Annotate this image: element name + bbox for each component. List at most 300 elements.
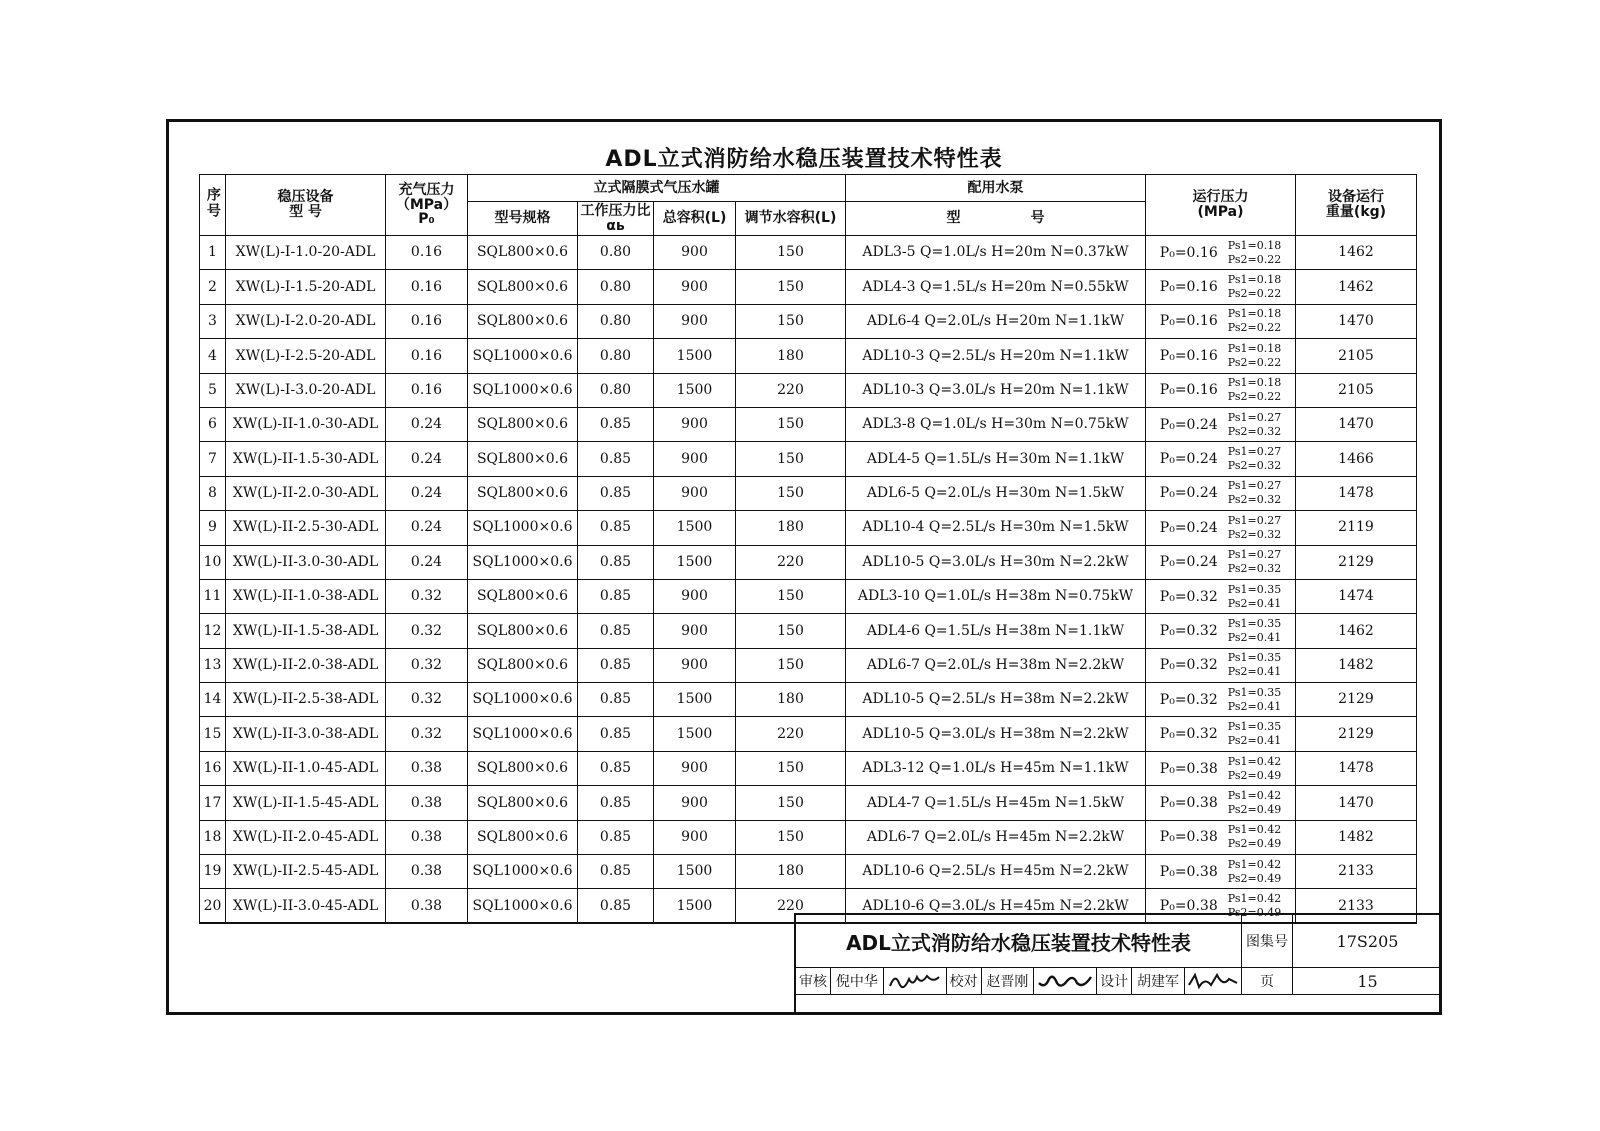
run-pressure-ps bbox=[1228, 858, 1281, 886]
run-pressure-ps2-label: Ps2 bbox=[1227, 596, 1248, 610]
run-pressure-ps1-label: Ps1 bbox=[1227, 616, 1248, 630]
cell-work-ratio: 0.80 bbox=[578, 270, 654, 304]
run-pressure-ps2-value: =0.22 bbox=[1247, 321, 1282, 335]
page-number: 15 bbox=[1293, 968, 1442, 995]
cell-adjust-volume: 150 bbox=[736, 236, 846, 270]
run-pressure-ps1-value: =0.35 bbox=[1247, 651, 1282, 665]
page-title: ADL立式消防给水稳压装置技术特性表 bbox=[605, 147, 1003, 172]
cell-run-pressure bbox=[1146, 751, 1296, 785]
cell-tank-spec: SQL800×0.6 bbox=[468, 648, 578, 682]
cell-seq: 15 bbox=[200, 717, 226, 751]
header-tank-spec: 型号规格 bbox=[468, 202, 578, 236]
cell-tank-spec: SQL1000×0.6 bbox=[468, 855, 578, 889]
run-pressure-ps1 bbox=[1228, 686, 1281, 700]
header-work-ratio: 工作压力比 αь bbox=[578, 202, 654, 236]
run-pressure-ps1 bbox=[1228, 273, 1281, 287]
run-pressure-ps2-value: =0.41 bbox=[1247, 630, 1282, 644]
review-signature bbox=[884, 968, 947, 994]
run-pressure-ps2-label: Ps2 bbox=[1227, 768, 1248, 782]
table-row bbox=[200, 820, 1417, 854]
cell-seq: 17 bbox=[200, 786, 226, 820]
run-pressure-ps1 bbox=[1228, 755, 1281, 769]
run-pressure-ps2 bbox=[1228, 390, 1281, 404]
run-pressure-ps1-value: =0.42 bbox=[1247, 857, 1282, 871]
run-pressure-ps2-label: Ps2 bbox=[1227, 871, 1248, 885]
run-pressure-ps1-label: Ps1 bbox=[1227, 376, 1248, 390]
cell-tank-spec: SQL1000×0.6 bbox=[468, 545, 578, 579]
run-pressure-ps2 bbox=[1228, 562, 1281, 576]
cell-weight: 2133 bbox=[1296, 855, 1417, 889]
table-body bbox=[200, 236, 1417, 924]
header-charge-pressure: 充气压力 （MPa） P₀ bbox=[386, 175, 468, 236]
cell-run-pressure bbox=[1146, 304, 1296, 338]
cell-tank-spec: SQL1000×0.6 bbox=[468, 889, 578, 923]
cell-weight: 1470 bbox=[1296, 304, 1417, 338]
cell-seq: 1 bbox=[200, 236, 226, 270]
cell-work-ratio: 0.80 bbox=[578, 373, 654, 407]
cell-weight: 1462 bbox=[1296, 614, 1417, 648]
cell-total-volume: 900 bbox=[654, 614, 736, 648]
run-pressure-p0: P₀=0.32 bbox=[1159, 657, 1218, 674]
cell-weight: 1478 bbox=[1296, 476, 1417, 510]
run-pressure-p0: P₀=0.16 bbox=[1159, 244, 1218, 261]
run-pressure-ps2 bbox=[1228, 803, 1281, 817]
table-row bbox=[200, 648, 1417, 682]
run-pressure-ps bbox=[1228, 514, 1281, 542]
run-pressure-ps1-value: =0.35 bbox=[1247, 582, 1282, 596]
run-pressure-ps1-value: =0.18 bbox=[1247, 341, 1282, 355]
cell-run-pressure bbox=[1146, 579, 1296, 613]
cell-total-volume: 900 bbox=[654, 236, 736, 270]
run-pressure-ps1-label: Ps1 bbox=[1227, 857, 1248, 871]
cell-device-model: XW(L)-II-1.0-45-ADL bbox=[226, 751, 386, 785]
cell-weight: 1466 bbox=[1296, 442, 1417, 476]
table-row bbox=[200, 717, 1417, 751]
table-row bbox=[200, 579, 1417, 613]
cell-tank-spec: SQL1000×0.6 bbox=[468, 373, 578, 407]
cell-tank-spec: SQL800×0.6 bbox=[468, 786, 578, 820]
cell-work-ratio: 0.80 bbox=[578, 236, 654, 270]
header-pump-group: 配用水泵 bbox=[846, 175, 1146, 202]
cell-weight: 1470 bbox=[1296, 786, 1417, 820]
cell-work-ratio: 0.85 bbox=[578, 511, 654, 545]
run-pressure-ps bbox=[1228, 755, 1281, 783]
cell-adjust-volume: 180 bbox=[736, 683, 846, 717]
cell-tank-spec: SQL1000×0.6 bbox=[468, 683, 578, 717]
run-pressure-ps2 bbox=[1228, 253, 1281, 267]
table-row bbox=[200, 786, 1417, 820]
cell-pump-model: ADL10-5 Q=2.5L/s H=38m N=2.2kW bbox=[846, 683, 1146, 717]
cell-seq: 11 bbox=[200, 579, 226, 613]
cell-adjust-volume: 150 bbox=[736, 579, 846, 613]
table-row bbox=[200, 511, 1417, 545]
cell-pump-model: ADL4-6 Q=1.5L/s H=38m N=1.1kW bbox=[846, 614, 1146, 648]
cell-pump-model: ADL6-7 Q=2.0L/s H=38m N=2.2kW bbox=[846, 648, 1146, 682]
cell-device-model: XW(L)-II-3.0-30-ADL bbox=[226, 545, 386, 579]
signature-row bbox=[796, 968, 1242, 995]
header-weight: 设备运行 重量(kg) bbox=[1296, 175, 1417, 236]
cell-tank-spec: SQL800×0.6 bbox=[468, 236, 578, 270]
cell-tank-spec: SQL800×0.6 bbox=[468, 270, 578, 304]
cell-total-volume: 900 bbox=[654, 476, 736, 510]
cell-pump-model: ADL10-3 Q=2.5L/s H=20m N=1.1kW bbox=[846, 339, 1146, 373]
run-pressure-ps bbox=[1228, 273, 1281, 301]
run-pressure-ps2-label: Ps2 bbox=[1227, 321, 1248, 335]
run-pressure-ps2-label: Ps2 bbox=[1227, 493, 1248, 507]
drawing-sheet bbox=[166, 119, 1442, 1015]
run-pressure-ps2-label: Ps2 bbox=[1227, 699, 1248, 713]
cell-weight: 1482 bbox=[1296, 820, 1417, 854]
run-pressure-ps1-label: Ps1 bbox=[1227, 307, 1248, 321]
cell-device-model: XW(L)-I-3.0-20-ADL bbox=[226, 373, 386, 407]
table-row bbox=[200, 614, 1417, 648]
run-pressure-ps2-value: =0.49 bbox=[1247, 905, 1282, 919]
cell-adjust-volume: 180 bbox=[736, 855, 846, 889]
atlas-label: 图集号 bbox=[1242, 915, 1293, 968]
cell-seq: 20 bbox=[200, 889, 226, 923]
run-pressure-ps1-value: =0.27 bbox=[1247, 410, 1282, 424]
cell-adjust-volume: 150 bbox=[736, 648, 846, 682]
run-pressure-ps1 bbox=[1228, 858, 1281, 872]
cell-weight: 1470 bbox=[1296, 407, 1417, 441]
cell-device-model: XW(L)-II-1.5-38-ADL bbox=[226, 614, 386, 648]
cell-run-pressure bbox=[1146, 511, 1296, 545]
run-pressure-ps2-label: Ps2 bbox=[1227, 252, 1248, 266]
cell-run-pressure bbox=[1146, 270, 1296, 304]
run-pressure-ps2-value: =0.22 bbox=[1247, 287, 1282, 301]
run-pressure-ps1-label: Ps1 bbox=[1227, 720, 1248, 734]
cell-charge-pressure: 0.38 bbox=[386, 786, 468, 820]
run-pressure-ps2 bbox=[1228, 493, 1281, 507]
cell-total-volume: 1500 bbox=[654, 373, 736, 407]
run-pressure-ps1-value: =0.27 bbox=[1247, 479, 1282, 493]
cell-seq: 5 bbox=[200, 373, 226, 407]
cell-device-model: XW(L)-II-1.5-30-ADL bbox=[226, 442, 386, 476]
cell-total-volume: 900 bbox=[654, 751, 736, 785]
run-pressure-ps2-value: =0.32 bbox=[1247, 562, 1282, 576]
cell-tank-spec: SQL1000×0.6 bbox=[468, 339, 578, 373]
run-pressure-ps2-label: Ps2 bbox=[1227, 734, 1248, 748]
run-pressure-ps2-label: Ps2 bbox=[1227, 802, 1248, 816]
cell-weight: 1462 bbox=[1296, 236, 1417, 270]
cell-pump-model: ADL10-5 Q=3.0L/s H=30m N=2.2kW bbox=[846, 545, 1146, 579]
cell-seq: 4 bbox=[200, 339, 226, 373]
run-pressure-p0: P₀=0.16 bbox=[1159, 382, 1218, 399]
cell-device-model: XW(L)-II-3.0-38-ADL bbox=[226, 717, 386, 751]
cell-adjust-volume: 150 bbox=[736, 614, 846, 648]
run-pressure-ps1-label: Ps1 bbox=[1227, 754, 1248, 768]
cell-device-model: XW(L)-I-1.5-20-ADL bbox=[226, 270, 386, 304]
cell-seq: 19 bbox=[200, 855, 226, 889]
cell-run-pressure bbox=[1146, 614, 1296, 648]
table-row bbox=[200, 339, 1417, 373]
cell-weight: 1482 bbox=[1296, 648, 1417, 682]
run-pressure-ps1 bbox=[1228, 239, 1281, 253]
run-pressure-ps2 bbox=[1228, 631, 1281, 645]
run-pressure-ps2-label: Ps2 bbox=[1227, 390, 1248, 404]
cell-charge-pressure: 0.24 bbox=[386, 511, 468, 545]
run-pressure-ps2-value: =0.32 bbox=[1247, 527, 1282, 541]
cell-seq: 18 bbox=[200, 820, 226, 854]
run-pressure-p0: P₀=0.16 bbox=[1159, 279, 1218, 296]
cell-charge-pressure: 0.32 bbox=[386, 717, 468, 751]
run-pressure-p0: P₀=0.38 bbox=[1159, 794, 1218, 811]
cell-tank-spec: SQL800×0.6 bbox=[468, 614, 578, 648]
cell-work-ratio: 0.80 bbox=[578, 304, 654, 338]
run-pressure-ps1 bbox=[1228, 617, 1281, 631]
cell-device-model: XW(L)-II-1.0-38-ADL bbox=[226, 579, 386, 613]
run-pressure-ps2-value: =0.49 bbox=[1247, 802, 1282, 816]
run-pressure-p0: P₀=0.16 bbox=[1159, 347, 1218, 364]
cell-run-pressure bbox=[1146, 717, 1296, 751]
cell-device-model: XW(L)-II-1.0-30-ADL bbox=[226, 407, 386, 441]
cell-device-model: XW(L)-II-2.5-38-ADL bbox=[226, 683, 386, 717]
run-pressure-ps1-value: =0.35 bbox=[1247, 616, 1282, 630]
run-pressure-p0: P₀=0.24 bbox=[1159, 451, 1218, 468]
cell-weight: 1478 bbox=[1296, 751, 1417, 785]
run-pressure-ps1-label: Ps1 bbox=[1227, 823, 1248, 837]
run-pressure-ps2 bbox=[1228, 769, 1281, 783]
cell-run-pressure bbox=[1146, 407, 1296, 441]
cell-device-model: XW(L)-II-2.5-30-ADL bbox=[226, 511, 386, 545]
design-name: 胡建军 bbox=[1132, 968, 1185, 994]
cell-tank-spec: SQL1000×0.6 bbox=[468, 717, 578, 751]
run-pressure-ps1-value: =0.18 bbox=[1247, 376, 1282, 390]
cell-adjust-volume: 220 bbox=[736, 889, 846, 923]
run-pressure-p0: P₀=0.32 bbox=[1159, 726, 1218, 743]
run-pressure-p0: P₀=0.32 bbox=[1159, 622, 1218, 639]
run-pressure-ps1 bbox=[1228, 445, 1281, 459]
cell-total-volume: 1500 bbox=[654, 545, 736, 579]
cell-work-ratio: 0.85 bbox=[578, 820, 654, 854]
cell-charge-pressure: 0.38 bbox=[386, 820, 468, 854]
atlas-number: 17S205 bbox=[1293, 915, 1442, 968]
run-pressure-ps1 bbox=[1228, 479, 1281, 493]
table-row bbox=[200, 683, 1417, 717]
cell-seq: 16 bbox=[200, 751, 226, 785]
cell-pump-model: ADL6-7 Q=2.0L/s H=45m N=2.2kW bbox=[846, 820, 1146, 854]
run-pressure-ps2-value: =0.49 bbox=[1247, 837, 1282, 851]
table-row bbox=[200, 545, 1417, 579]
cell-adjust-volume: 150 bbox=[736, 476, 846, 510]
cell-weight: 1462 bbox=[1296, 270, 1417, 304]
cell-seq: 10 bbox=[200, 545, 226, 579]
cell-pump-model: ADL10-5 Q=3.0L/s H=38m N=2.2kW bbox=[846, 717, 1146, 751]
run-pressure-ps1 bbox=[1228, 789, 1281, 803]
run-pressure-ps1-value: =0.35 bbox=[1247, 685, 1282, 699]
cell-work-ratio: 0.85 bbox=[578, 648, 654, 682]
run-pressure-p0: P₀=0.32 bbox=[1159, 691, 1218, 708]
cell-seq: 3 bbox=[200, 304, 226, 338]
run-pressure-ps2 bbox=[1228, 528, 1281, 542]
cell-device-model: XW(L)-II-2.0-30-ADL bbox=[226, 476, 386, 510]
cell-seq: 13 bbox=[200, 648, 226, 682]
run-pressure-ps2 bbox=[1228, 665, 1281, 679]
run-pressure-ps bbox=[1228, 720, 1281, 748]
header-total-volume: 总容积(L) bbox=[654, 202, 736, 236]
review-label: 审核 bbox=[796, 968, 831, 994]
cell-run-pressure bbox=[1146, 545, 1296, 579]
run-pressure-ps2 bbox=[1228, 425, 1281, 439]
run-pressure-ps2-value: =0.41 bbox=[1247, 596, 1282, 610]
cell-weight: 2133 bbox=[1296, 889, 1417, 923]
run-pressure-p0: P₀=0.38 bbox=[1159, 897, 1218, 914]
run-pressure-ps1 bbox=[1228, 823, 1281, 837]
design-signature bbox=[1185, 968, 1241, 994]
cell-device-model: XW(L)-II-1.5-45-ADL bbox=[226, 786, 386, 820]
run-pressure-ps1-value: =0.18 bbox=[1247, 238, 1282, 252]
cell-pump-model: ADL10-4 Q=2.5L/s H=30m N=1.5kW bbox=[846, 511, 1146, 545]
table-row bbox=[200, 304, 1417, 338]
table-row bbox=[200, 373, 1417, 407]
run-pressure-ps1-value: =0.27 bbox=[1247, 548, 1282, 562]
cell-tank-spec: SQL1000×0.6 bbox=[468, 511, 578, 545]
table-row bbox=[200, 855, 1417, 889]
run-pressure-ps bbox=[1228, 479, 1281, 507]
cell-total-volume: 900 bbox=[654, 648, 736, 682]
run-pressure-p0: P₀=0.24 bbox=[1159, 554, 1218, 571]
cell-total-volume: 900 bbox=[654, 407, 736, 441]
cell-pump-model: ADL6-4 Q=2.0L/s H=20m N=1.1kW bbox=[846, 304, 1146, 338]
run-pressure-ps2-value: =0.32 bbox=[1247, 459, 1282, 473]
run-pressure-ps1-value: =0.35 bbox=[1247, 720, 1282, 734]
cell-work-ratio: 0.85 bbox=[578, 579, 654, 613]
table-row bbox=[200, 270, 1417, 304]
cell-device-model: XW(L)-II-2.0-45-ADL bbox=[226, 820, 386, 854]
cell-work-ratio: 0.85 bbox=[578, 476, 654, 510]
cell-device-model: XW(L)-I-2.5-20-ADL bbox=[226, 339, 386, 373]
header-run-pressure: 运行压力 (MPa) bbox=[1146, 175, 1296, 236]
cell-seq: 7 bbox=[200, 442, 226, 476]
cell-charge-pressure: 0.16 bbox=[386, 339, 468, 373]
table-row bbox=[200, 407, 1417, 441]
run-pressure-p0: P₀=0.38 bbox=[1159, 863, 1218, 880]
cell-total-volume: 900 bbox=[654, 579, 736, 613]
cell-work-ratio: 0.85 bbox=[578, 683, 654, 717]
run-pressure-p0: P₀=0.24 bbox=[1159, 485, 1218, 502]
run-pressure-ps2-label: Ps2 bbox=[1227, 562, 1248, 576]
run-pressure-ps bbox=[1228, 307, 1281, 335]
cell-adjust-volume: 220 bbox=[736, 717, 846, 751]
run-pressure-p0: P₀=0.32 bbox=[1159, 588, 1218, 605]
run-pressure-ps2-value: =0.49 bbox=[1247, 871, 1282, 885]
cell-charge-pressure: 0.16 bbox=[386, 373, 468, 407]
cell-adjust-volume: 150 bbox=[736, 442, 846, 476]
run-pressure-ps1-label: Ps1 bbox=[1227, 410, 1248, 424]
cell-run-pressure bbox=[1146, 373, 1296, 407]
run-pressure-ps1-value: =0.27 bbox=[1247, 513, 1282, 527]
run-pressure-ps2-label: Ps2 bbox=[1227, 837, 1248, 851]
cell-charge-pressure: 0.32 bbox=[386, 683, 468, 717]
run-pressure-ps2-value: =0.41 bbox=[1247, 665, 1282, 679]
cell-tank-spec: SQL800×0.6 bbox=[468, 442, 578, 476]
run-pressure-p0: P₀=0.38 bbox=[1159, 829, 1218, 846]
run-pressure-ps2-value: =0.32 bbox=[1247, 493, 1282, 507]
run-pressure-ps2-value: =0.32 bbox=[1247, 424, 1282, 438]
cell-adjust-volume: 150 bbox=[736, 407, 846, 441]
cell-device-model: XW(L)-II-2.0-38-ADL bbox=[226, 648, 386, 682]
run-pressure-ps2-label: Ps2 bbox=[1227, 287, 1248, 301]
cell-device-model: XW(L)-I-2.0-20-ADL bbox=[226, 304, 386, 338]
cell-weight: 2129 bbox=[1296, 683, 1417, 717]
run-pressure-ps bbox=[1228, 789, 1281, 817]
run-pressure-ps2-value: =0.41 bbox=[1247, 734, 1282, 748]
cell-adjust-volume: 150 bbox=[736, 304, 846, 338]
run-pressure-ps bbox=[1228, 583, 1281, 611]
run-pressure-ps2-label: Ps2 bbox=[1227, 527, 1248, 541]
cell-seq: 12 bbox=[200, 614, 226, 648]
run-pressure-ps1-value: =0.18 bbox=[1247, 273, 1282, 287]
cell-work-ratio: 0.85 bbox=[578, 614, 654, 648]
run-pressure-ps bbox=[1228, 617, 1281, 645]
run-pressure-ps2 bbox=[1228, 321, 1281, 335]
run-pressure-ps1 bbox=[1228, 548, 1281, 562]
run-pressure-ps1 bbox=[1228, 411, 1281, 425]
cell-charge-pressure: 0.24 bbox=[386, 442, 468, 476]
cell-total-volume: 1500 bbox=[654, 683, 736, 717]
cell-work-ratio: 0.85 bbox=[578, 717, 654, 751]
cell-charge-pressure: 0.38 bbox=[386, 751, 468, 785]
run-pressure-ps2 bbox=[1228, 837, 1281, 851]
run-pressure-ps1 bbox=[1228, 514, 1281, 528]
cell-seq: 6 bbox=[200, 407, 226, 441]
run-pressure-ps1 bbox=[1228, 892, 1281, 906]
run-pressure-ps1-label: Ps1 bbox=[1227, 685, 1248, 699]
cell-pump-model: ADL4-7 Q=1.5L/s H=45m N=1.5kW bbox=[846, 786, 1146, 820]
cell-total-volume: 1500 bbox=[654, 717, 736, 751]
cell-pump-model: ADL4-5 Q=1.5L/s H=30m N=1.1kW bbox=[846, 442, 1146, 476]
design-label: 设计 bbox=[1097, 968, 1132, 994]
cell-weight: 2105 bbox=[1296, 339, 1417, 373]
cell-seq: 9 bbox=[200, 511, 226, 545]
cell-pump-model: ADL6-5 Q=2.0L/s H=30m N=1.5kW bbox=[846, 476, 1146, 510]
cell-adjust-volume: 220 bbox=[736, 373, 846, 407]
check-signature bbox=[1034, 968, 1097, 994]
cell-adjust-volume: 150 bbox=[736, 786, 846, 820]
cell-total-volume: 1500 bbox=[654, 511, 736, 545]
run-pressure-ps bbox=[1228, 823, 1281, 851]
run-pressure-ps2 bbox=[1228, 700, 1281, 714]
cell-tank-spec: SQL800×0.6 bbox=[468, 304, 578, 338]
cell-pump-model: ADL3-12 Q=1.0L/s H=45m N=1.1kW bbox=[846, 751, 1146, 785]
run-pressure-ps1-label: Ps1 bbox=[1227, 238, 1248, 252]
cell-total-volume: 900 bbox=[654, 270, 736, 304]
run-pressure-ps2 bbox=[1228, 872, 1281, 886]
cell-run-pressure bbox=[1146, 786, 1296, 820]
check-name: 赵晋刚 bbox=[982, 968, 1035, 994]
run-pressure-p0: P₀=0.16 bbox=[1159, 313, 1218, 330]
cell-pump-model: ADL3-5 Q=1.0L/s H=20m N=0.37kW bbox=[846, 236, 1146, 270]
run-pressure-ps1-label: Ps1 bbox=[1227, 479, 1248, 493]
title-block bbox=[794, 913, 1442, 1015]
run-pressure-ps1 bbox=[1228, 651, 1281, 665]
run-pressure-ps1 bbox=[1228, 583, 1281, 597]
cell-total-volume: 900 bbox=[654, 304, 736, 338]
run-pressure-ps2-value: =0.22 bbox=[1247, 252, 1282, 266]
cell-pump-model: ADL10-6 Q=2.5L/s H=45m N=2.2kW bbox=[846, 855, 1146, 889]
cell-weight: 2105 bbox=[1296, 373, 1417, 407]
cell-work-ratio: 0.85 bbox=[578, 545, 654, 579]
header-pump-model: 型 号 bbox=[846, 202, 1146, 236]
run-pressure-ps2 bbox=[1228, 287, 1281, 301]
table-row bbox=[200, 476, 1417, 510]
cell-charge-pressure: 0.16 bbox=[386, 236, 468, 270]
header-device-model: 稳压设备 型 号 bbox=[226, 175, 386, 236]
cell-work-ratio: 0.85 bbox=[578, 442, 654, 476]
run-pressure-ps1-label: Ps1 bbox=[1227, 445, 1248, 459]
page-label: 页 bbox=[1242, 968, 1293, 995]
cell-charge-pressure: 0.32 bbox=[386, 614, 468, 648]
